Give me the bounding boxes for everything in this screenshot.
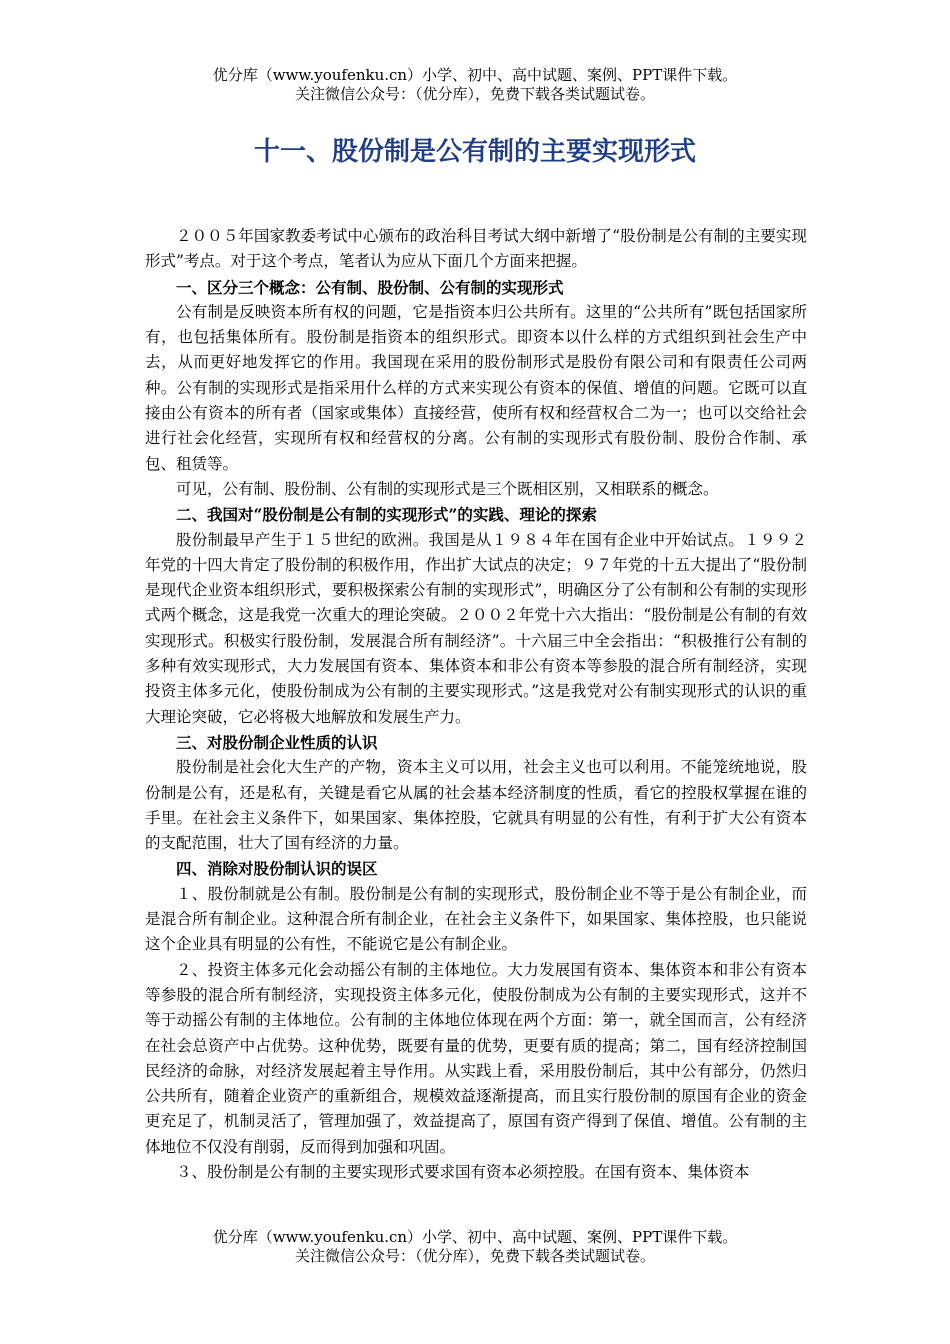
section-heading: 二、我国对“股份制是公有制的实现形式”的实践、理论的探索	[176, 505, 597, 525]
paragraph: 股份制是社会化大生产的产物，资本主义可以用，社会主义也可以利用。不能笼统地说，股份制是公有，还是私有，关键是看它从属的社会基本经济制度的性质，看它的控股权掌握在谁的手里。在社会主义条件下，如果国家、集体控股，它就具有明显的公有性，有利于扩大公有资本的支配范围，壮大了国有经济的力量。	[145, 758, 807, 853]
header-line-2: 关注微信公众号：（优分库），免费下载各类试题试卷。	[294, 85, 655, 103]
section-heading: 一、区分三个概念：公有制、股份制、公有制的实现形式	[176, 277, 564, 297]
section-heading: 三、对股份制企业性质的认识	[176, 732, 378, 752]
section-heading: 四、消除对股份制认识的误区	[176, 859, 378, 879]
paragraph: ３、股份制是公有制的主要实现形式要求国有资本必须控股。在国有资本、集体资本	[176, 1162, 750, 1181]
paragraph: 股份制最早产生于１５世纪的欧洲。我国是从１９８４年在国有企业中开始试点。１９９２年党的十四大肯定了股份制的积极作用，作出扩大试点的决定；９７年党的十五大提出了“股份制是现代企业资本组织形式，要积极探索公有制的实现形式”，明确区分了公有制和公有制的实现形式两个概念，这是我党一次重大的理论突破。２００２年党十六大指出：“股份制是公有制的有效实现形式。积极实行股份制，发展混合所有制经济”。十六届三中全会指出：“积极推行公有制的多种有效实现形式，大力发展国有资本、集体资本和非公有资本等参股的混合所有制经济，实现投资主体多元化，使股份制成为公有制的主要实现形式。”这是我党对公有制实现形式的认识的重大理论突破，它必将极大地解放和发展生产力。	[145, 530, 807, 726]
header-line-1: 优分库（www.youfenku.cn）小学、初中、高中试题、案例、PPT课件下载。	[212, 66, 738, 84]
footer-line-1: 优分库（www.youfenku.cn）小学、初中、高中试题、案例、PPT课件下载。	[212, 1228, 738, 1246]
document-body	[145, 224, 807, 1185]
paragraph: １、股份制就是公有制。股份制是公有制的实现形式，股份制企业不等于是公有制企业，而是混合所有制企业。这种混合所有制企业，在社会主义条件下，如果国家、集体控股，也只能说这个企业具有明显的公有性，不能说它是公有制企业。	[145, 884, 807, 954]
paragraph: ２００５年国家教委考试中心颁布的政治科目考试大纲中新增了“股份制是公有制的主要实现形式”考点。对于这个考点，笔者认为应从下面几个方面来把握。	[145, 227, 807, 271]
page-header	[0, 66, 950, 104]
paragraph: ２、投资主体多元化会动摇公有制的主体地位。大力发展国有资本、集体资本和非公有资本等参股的混合所有制经济，实现投资主体多元化，使股份制成为公有制的主要实现形式，这并不等于动摇公有制的主体地位。公有制的主体地位体现在两个方面：第一，就全国而言，公有经济在社会总资产中占优势。这种优势，既要有量的优势，更要有质的提高；第二，国有经济控制国民经济的命脉，对经济发展起着主导作用。从实践上看，采用股份制后，其中公有部分，仍然归公共所有，随着企业资产的重新组合，规模效益逐渐提高，而且实行股份制的原国有企业的资金更充足了，机制灵活了，管理加强了，效益提高了，原国有资产得到了保值、增值。公有制的主体地位不仅没有削弱，反而得到加强和巩固。	[145, 960, 807, 1156]
page-footer	[0, 1228, 950, 1266]
paragraph: 公有制是反映资本所有权的问题，它是指资本归公共所有。这里的“公共所有”既包括国家所有，也包括集体所有。股份制是指资本的组织形式。即资本以什么样的方式组织到社会生产中去，从而更好地发挥它的作用。我国现在采用的股份制形式是股份有限公司和有限责任公司两种。公有制的实现形式是指采用什么样的方式来实现公有资本的保值、增值的问题。它既可以直接由公有资本的所有者（国家或集体）直接经营，使所有权和经营权合二为一；也可以交给社会进行社会化经营，实现所有权和经营权的分离。公有制的实现形式有股份制、股份合作制、承包、租赁等。	[145, 302, 807, 473]
paragraph: 可见，公有制、股份制、公有制的实现形式是三个既相区别，又相联系的概念。	[176, 479, 719, 498]
page-title: 十一、股份制是公有制的主要实现形式	[253, 137, 696, 167]
footer-line-2: 关注微信公众号：（优分库），免费下载各类试题试卷。	[294, 1247, 655, 1265]
